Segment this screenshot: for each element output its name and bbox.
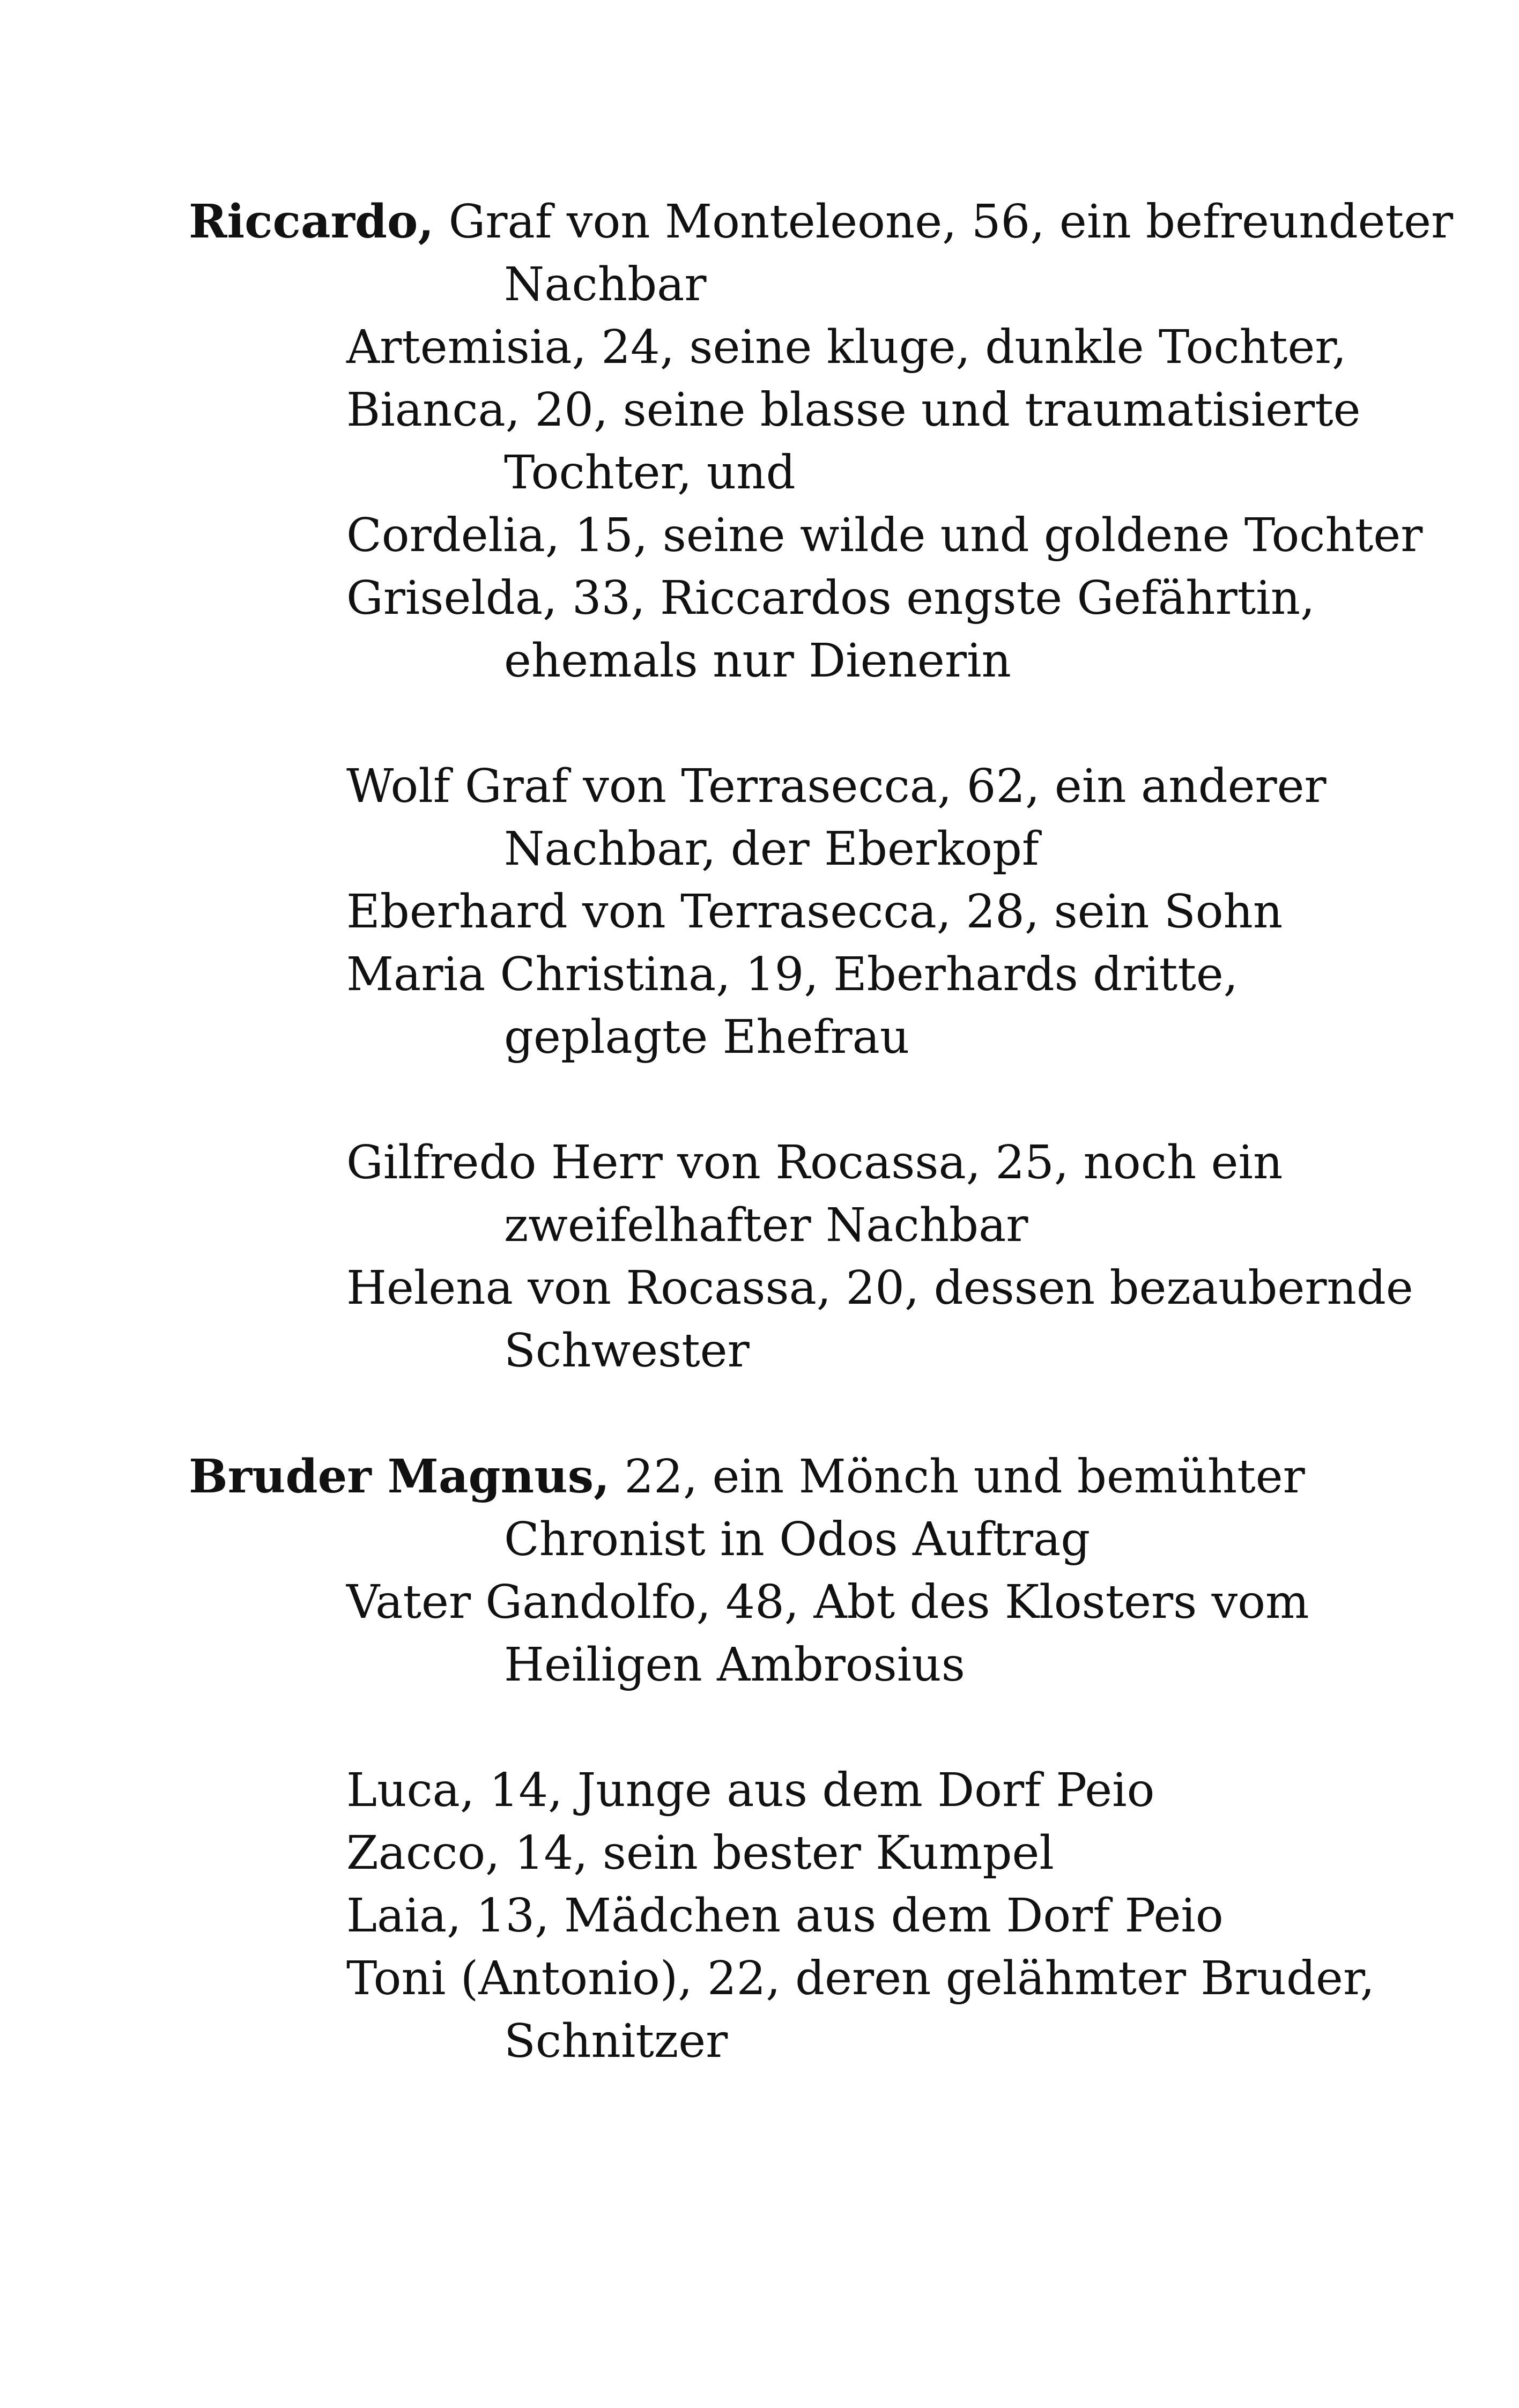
entry-line: [346, 379, 1422, 442]
group-spacer: [189, 693, 1422, 755]
group-spacer: [189, 1697, 1422, 1759]
character-entry: [189, 1257, 1422, 1383]
entry-line: [346, 881, 1422, 943]
character-entry: [189, 504, 1422, 567]
character-entry: [189, 1132, 1422, 1257]
entry-line: [346, 755, 1422, 818]
main-character-entry: [189, 1445, 1422, 1571]
character-entry: [189, 567, 1422, 693]
entry-text: geplagte Ehefrau: [504, 1010, 910, 1064]
entry-text: Tochter, und: [504, 446, 796, 500]
entry-text: Chronist in Odos Auftrag: [504, 1513, 1091, 1566]
character-entry: [189, 1571, 1422, 1697]
character-group: [189, 190, 1454, 693]
entry-text: Toni (Antonio), 22, deren gelähmter Bruder,: [346, 1952, 1375, 2005]
character-entry: [189, 1948, 1422, 2073]
entry-continuation-line: [504, 1006, 1422, 1069]
entry-line: [189, 1445, 1422, 1508]
entry-continuation-line: [504, 1320, 1422, 1383]
character-name: Bruder Magnus,: [189, 1450, 610, 1504]
entry-continuation-line: [504, 442, 1422, 504]
entry-text: Vater Gandolfo, 48, Abt des Klosters vom: [346, 1575, 1309, 1629]
character-entry: [189, 755, 1422, 881]
entry-text: Schnitzer: [504, 2015, 728, 2068]
entry-line: [346, 1948, 1422, 2010]
entry-line: [346, 1132, 1422, 1194]
entry-text: Graf von Monteleone, 56, ein befreundeter: [434, 195, 1454, 249]
entry-text: Schwester: [504, 1324, 750, 1378]
entry-text: Cordelia, 15, seine wilde und goldene Tochter: [346, 509, 1423, 562]
entry-text: Zacco, 14, sein bester Kumpel: [346, 1826, 1054, 1880]
entry-text: Nachbar, der Eberkopf: [504, 822, 1039, 876]
entry-continuation-line: [504, 254, 1422, 316]
character-group: [189, 1445, 1422, 1697]
entry-continuation-line: [504, 818, 1422, 881]
entry-text: Nachbar: [504, 258, 707, 311]
entry-line: [346, 1571, 1422, 1634]
entry-text: Gilfredo Herr von Rocassa, 25, noch ein: [346, 1136, 1283, 1190]
entry-line: [346, 504, 1422, 567]
character-entry: [189, 379, 1422, 504]
character-entry: [189, 1885, 1422, 1948]
entry-text: zweifelhafter Nachbar: [504, 1199, 1028, 1252]
entry-line: [346, 1759, 1422, 1822]
entry-continuation-line: [504, 1508, 1422, 1571]
entry-line: [346, 1885, 1422, 1948]
character-group: [189, 1759, 1422, 2073]
entry-line: [346, 943, 1422, 1006]
entry-text: Artemisia, 24, seine kluge, dunkle Tochter,: [346, 321, 1347, 374]
entry-continuation-line: [504, 1634, 1422, 1697]
character-group: [189, 1132, 1422, 1383]
character-entry: [189, 943, 1422, 1069]
entry-text: Helena von Rocassa, 20, dessen bezaubernde: [346, 1261, 1413, 1315]
entry-line: [189, 190, 1454, 254]
entry-text: Laia, 13, Mädchen aus dem Dorf Peio: [346, 1889, 1224, 1943]
entry-text: Maria Christina, 19, Eberhards dritte,: [346, 948, 1239, 1001]
entry-line: [346, 1257, 1422, 1320]
entry-text: Heiligen Ambrosius: [504, 1638, 965, 1692]
character-entry: [189, 1759, 1422, 1822]
entry-line: [346, 567, 1422, 630]
character-list: [189, 190, 1454, 2073]
entry-continuation-line: [504, 1194, 1422, 1257]
entry-continuation-line: [504, 2010, 1422, 2073]
character-entry: [189, 1822, 1422, 1885]
entry-text: Bianca, 20, seine blasse und traumatisierte: [346, 383, 1361, 437]
entry-text: Luca, 14, Junge aus dem Dorf Peio: [346, 1764, 1155, 1817]
entry-text: 22, ein Mönch und bemühter: [610, 1450, 1305, 1504]
group-spacer: [189, 1383, 1422, 1445]
main-character-entry: [189, 190, 1454, 316]
group-spacer: [189, 1069, 1422, 1132]
character-group: [189, 755, 1422, 1069]
character-entry: [189, 316, 1422, 379]
character-entry: [189, 881, 1422, 943]
entry-line: [346, 1822, 1422, 1885]
entry-text: ehemals nur Dienerin: [504, 634, 1011, 688]
entry-text: Wolf Graf von Terrasecca, 62, ein anderer: [346, 760, 1327, 813]
entry-text: Eberhard von Terrasecca, 28, sein Sohn: [346, 885, 1283, 939]
character-name: Riccardo,: [189, 195, 434, 249]
entry-line: [346, 316, 1422, 379]
entry-text: Griselda, 33, Riccardos engste Gefährtin,: [346, 571, 1315, 625]
entry-continuation-line: [504, 630, 1422, 693]
